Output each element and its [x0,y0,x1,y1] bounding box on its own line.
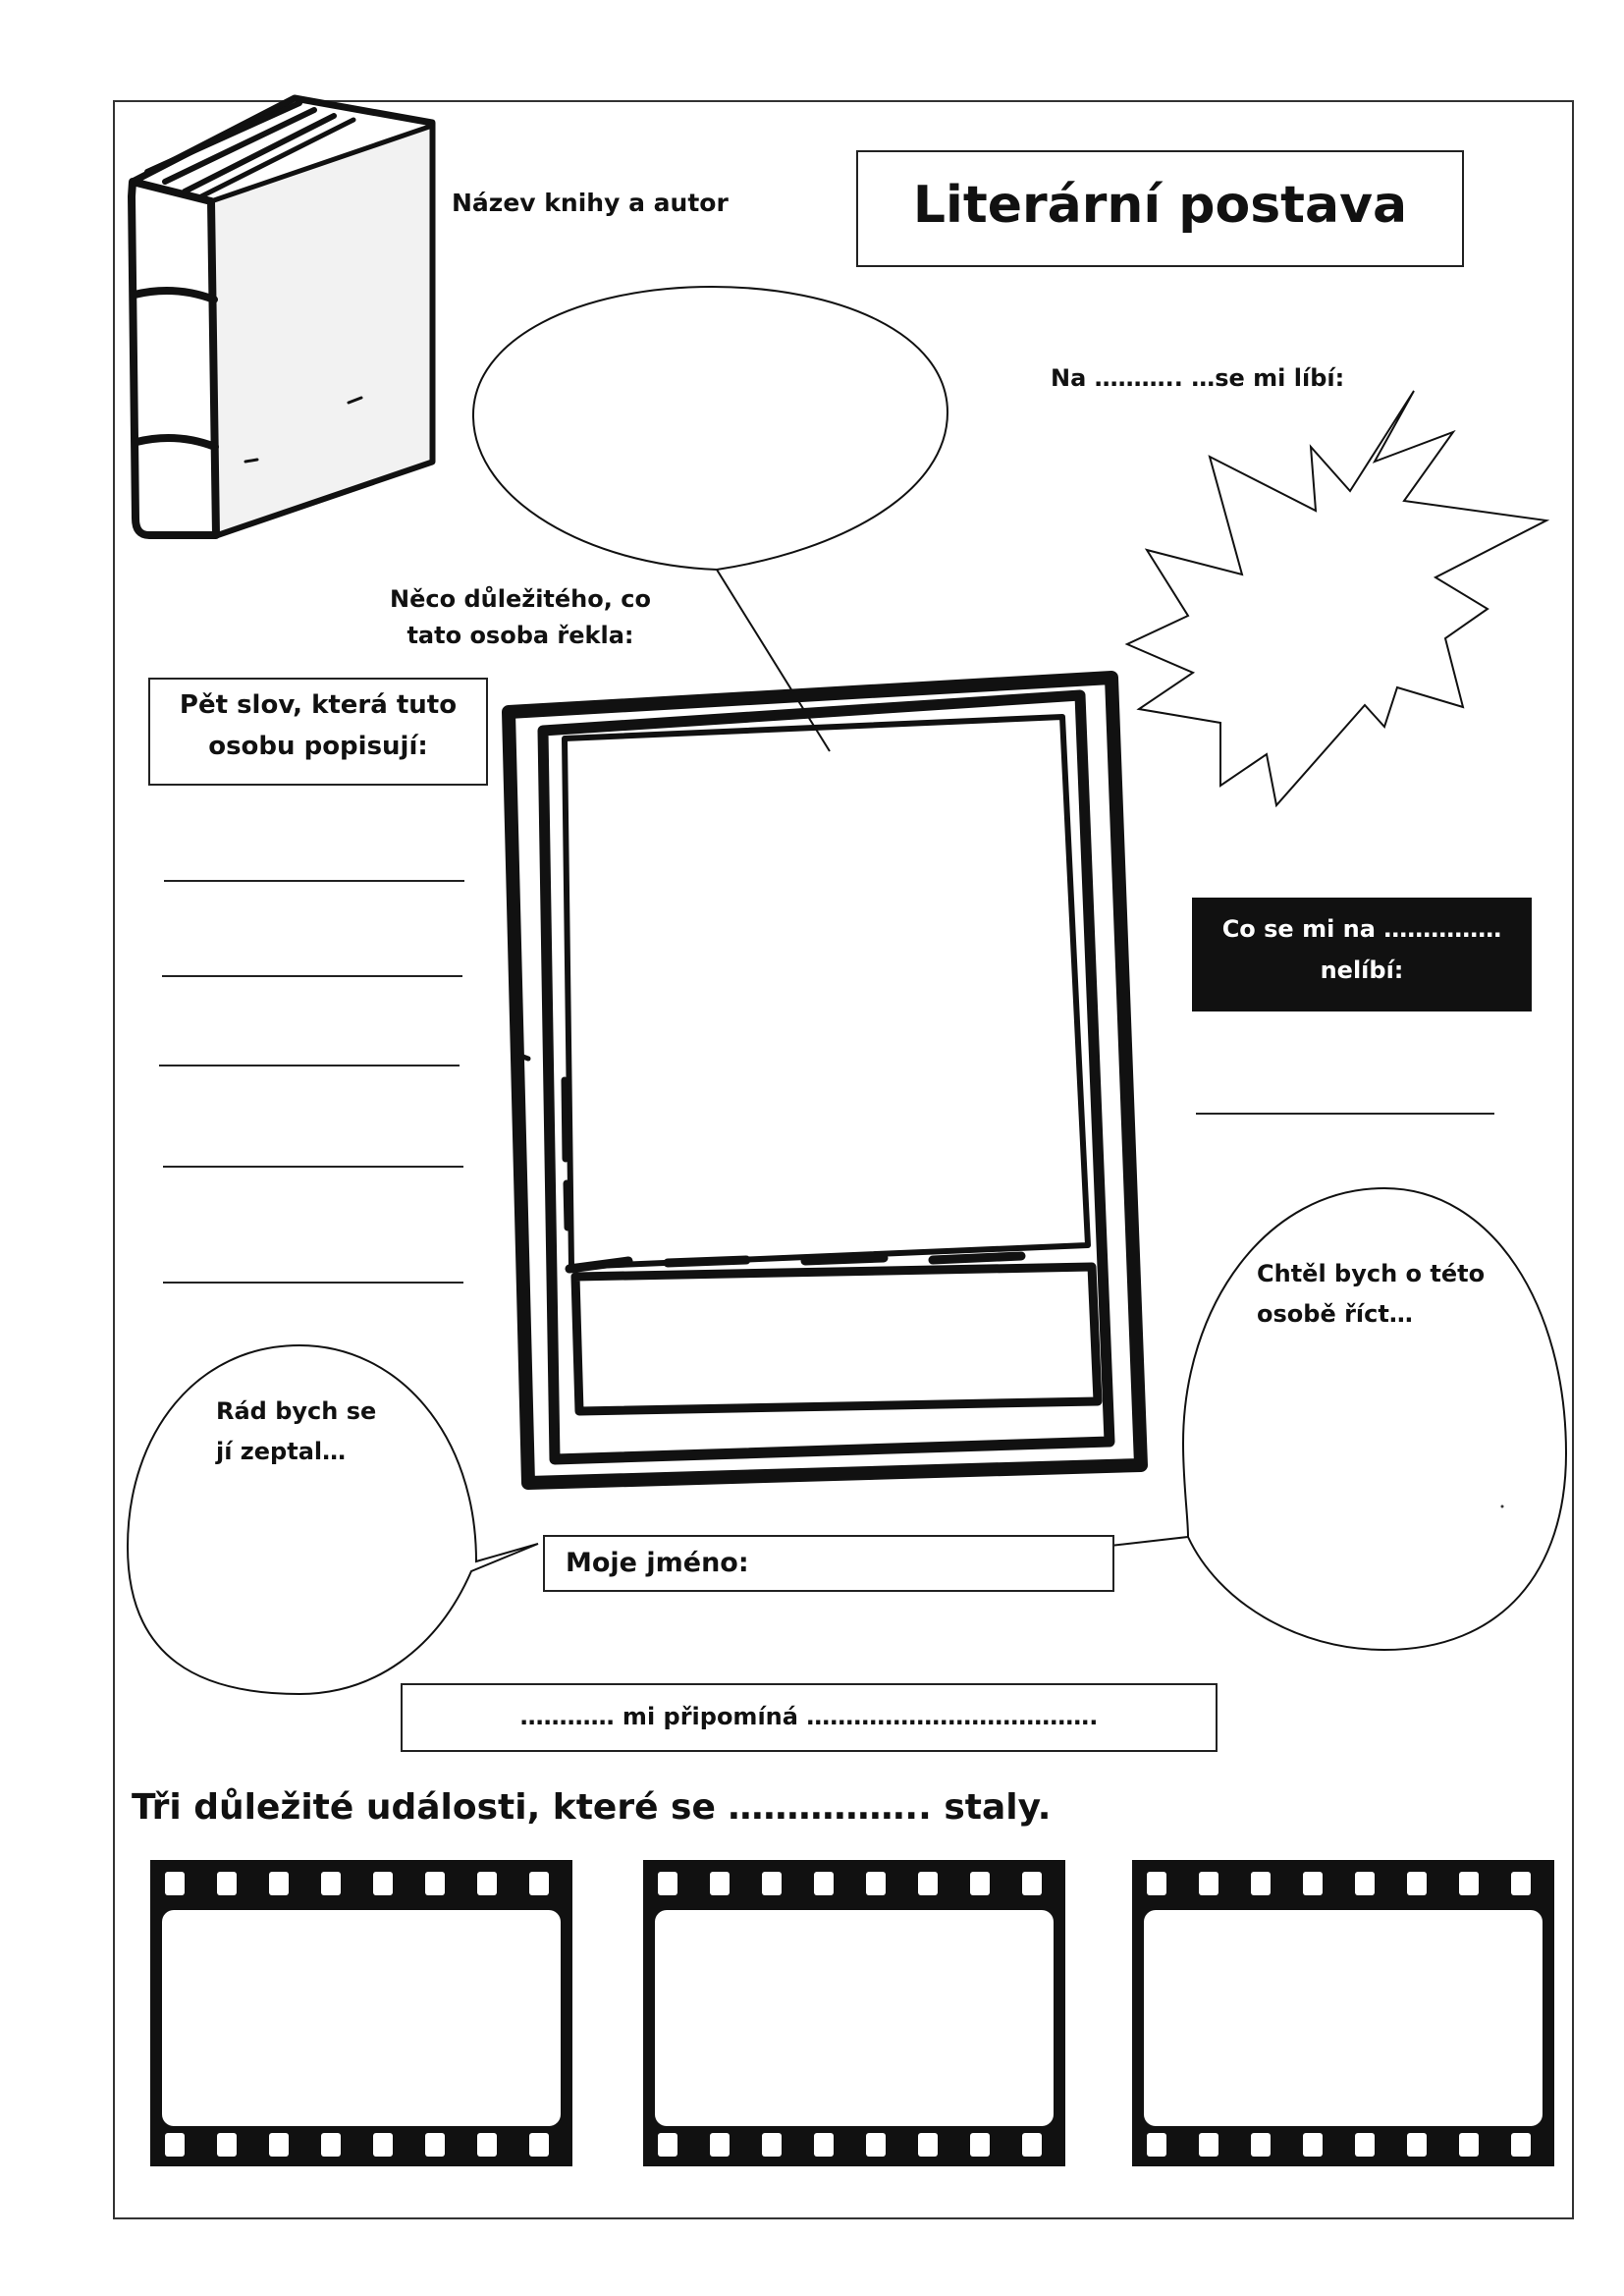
likes-starburst [1127,391,1546,805]
likes-label: Na ……….. …se mi líbí: [1051,364,1345,392]
ask-label [216,1392,376,1472]
ask-label-line2: jí zeptal… [216,1437,347,1465]
dislikes-label-line1: Co se mi na …………… [1221,915,1502,943]
word-line-2[interactable] [162,975,462,977]
quote-label [373,581,668,654]
quote-label-line1: Něco důležitého, co [390,585,651,613]
events-heading: Tři důležité události, které se …………….. staly. [132,1787,1052,1828]
quote-label-line2: tato osoba řekla: [406,622,634,650]
dislikes-label [1192,908,1532,991]
film-strip-icon [1132,1860,1554,2166]
tell-label-line2: osobě říct… [1257,1299,1413,1328]
dislikes-line[interactable] [1196,1113,1494,1115]
book-icon [132,98,432,535]
film-strip-icon [643,1860,1065,2166]
reminds-label: ………… mi připomíná ………………………………. [519,1703,1099,1730]
book-title-author-label: Název knihy a autor [452,189,729,217]
word-line-5[interactable] [163,1282,463,1284]
speck [1501,1505,1504,1508]
tell-label-line1: Chtěl bych o této [1257,1260,1486,1287]
name-label: Moje jméno: [566,1548,749,1578]
film-strip-icon [150,1860,572,2166]
dislikes-label-line2: nelíbí: [1320,957,1404,984]
five-words-label [148,685,488,767]
ask-label-line1: Rád bych se [216,1397,377,1425]
picture-frame-icon [509,678,1141,1483]
word-line-4[interactable] [163,1166,463,1168]
quote-speech-bubble [473,287,947,751]
page-title: Literární postava [912,176,1408,235]
word-line-1[interactable] [164,880,464,882]
five-words-label-line1: Pět slov, která tuto [179,690,458,720]
word-line-3[interactable] [159,1065,460,1066]
five-words-label-line2: osobu popisují: [208,731,428,761]
tell-label [1257,1254,1485,1335]
